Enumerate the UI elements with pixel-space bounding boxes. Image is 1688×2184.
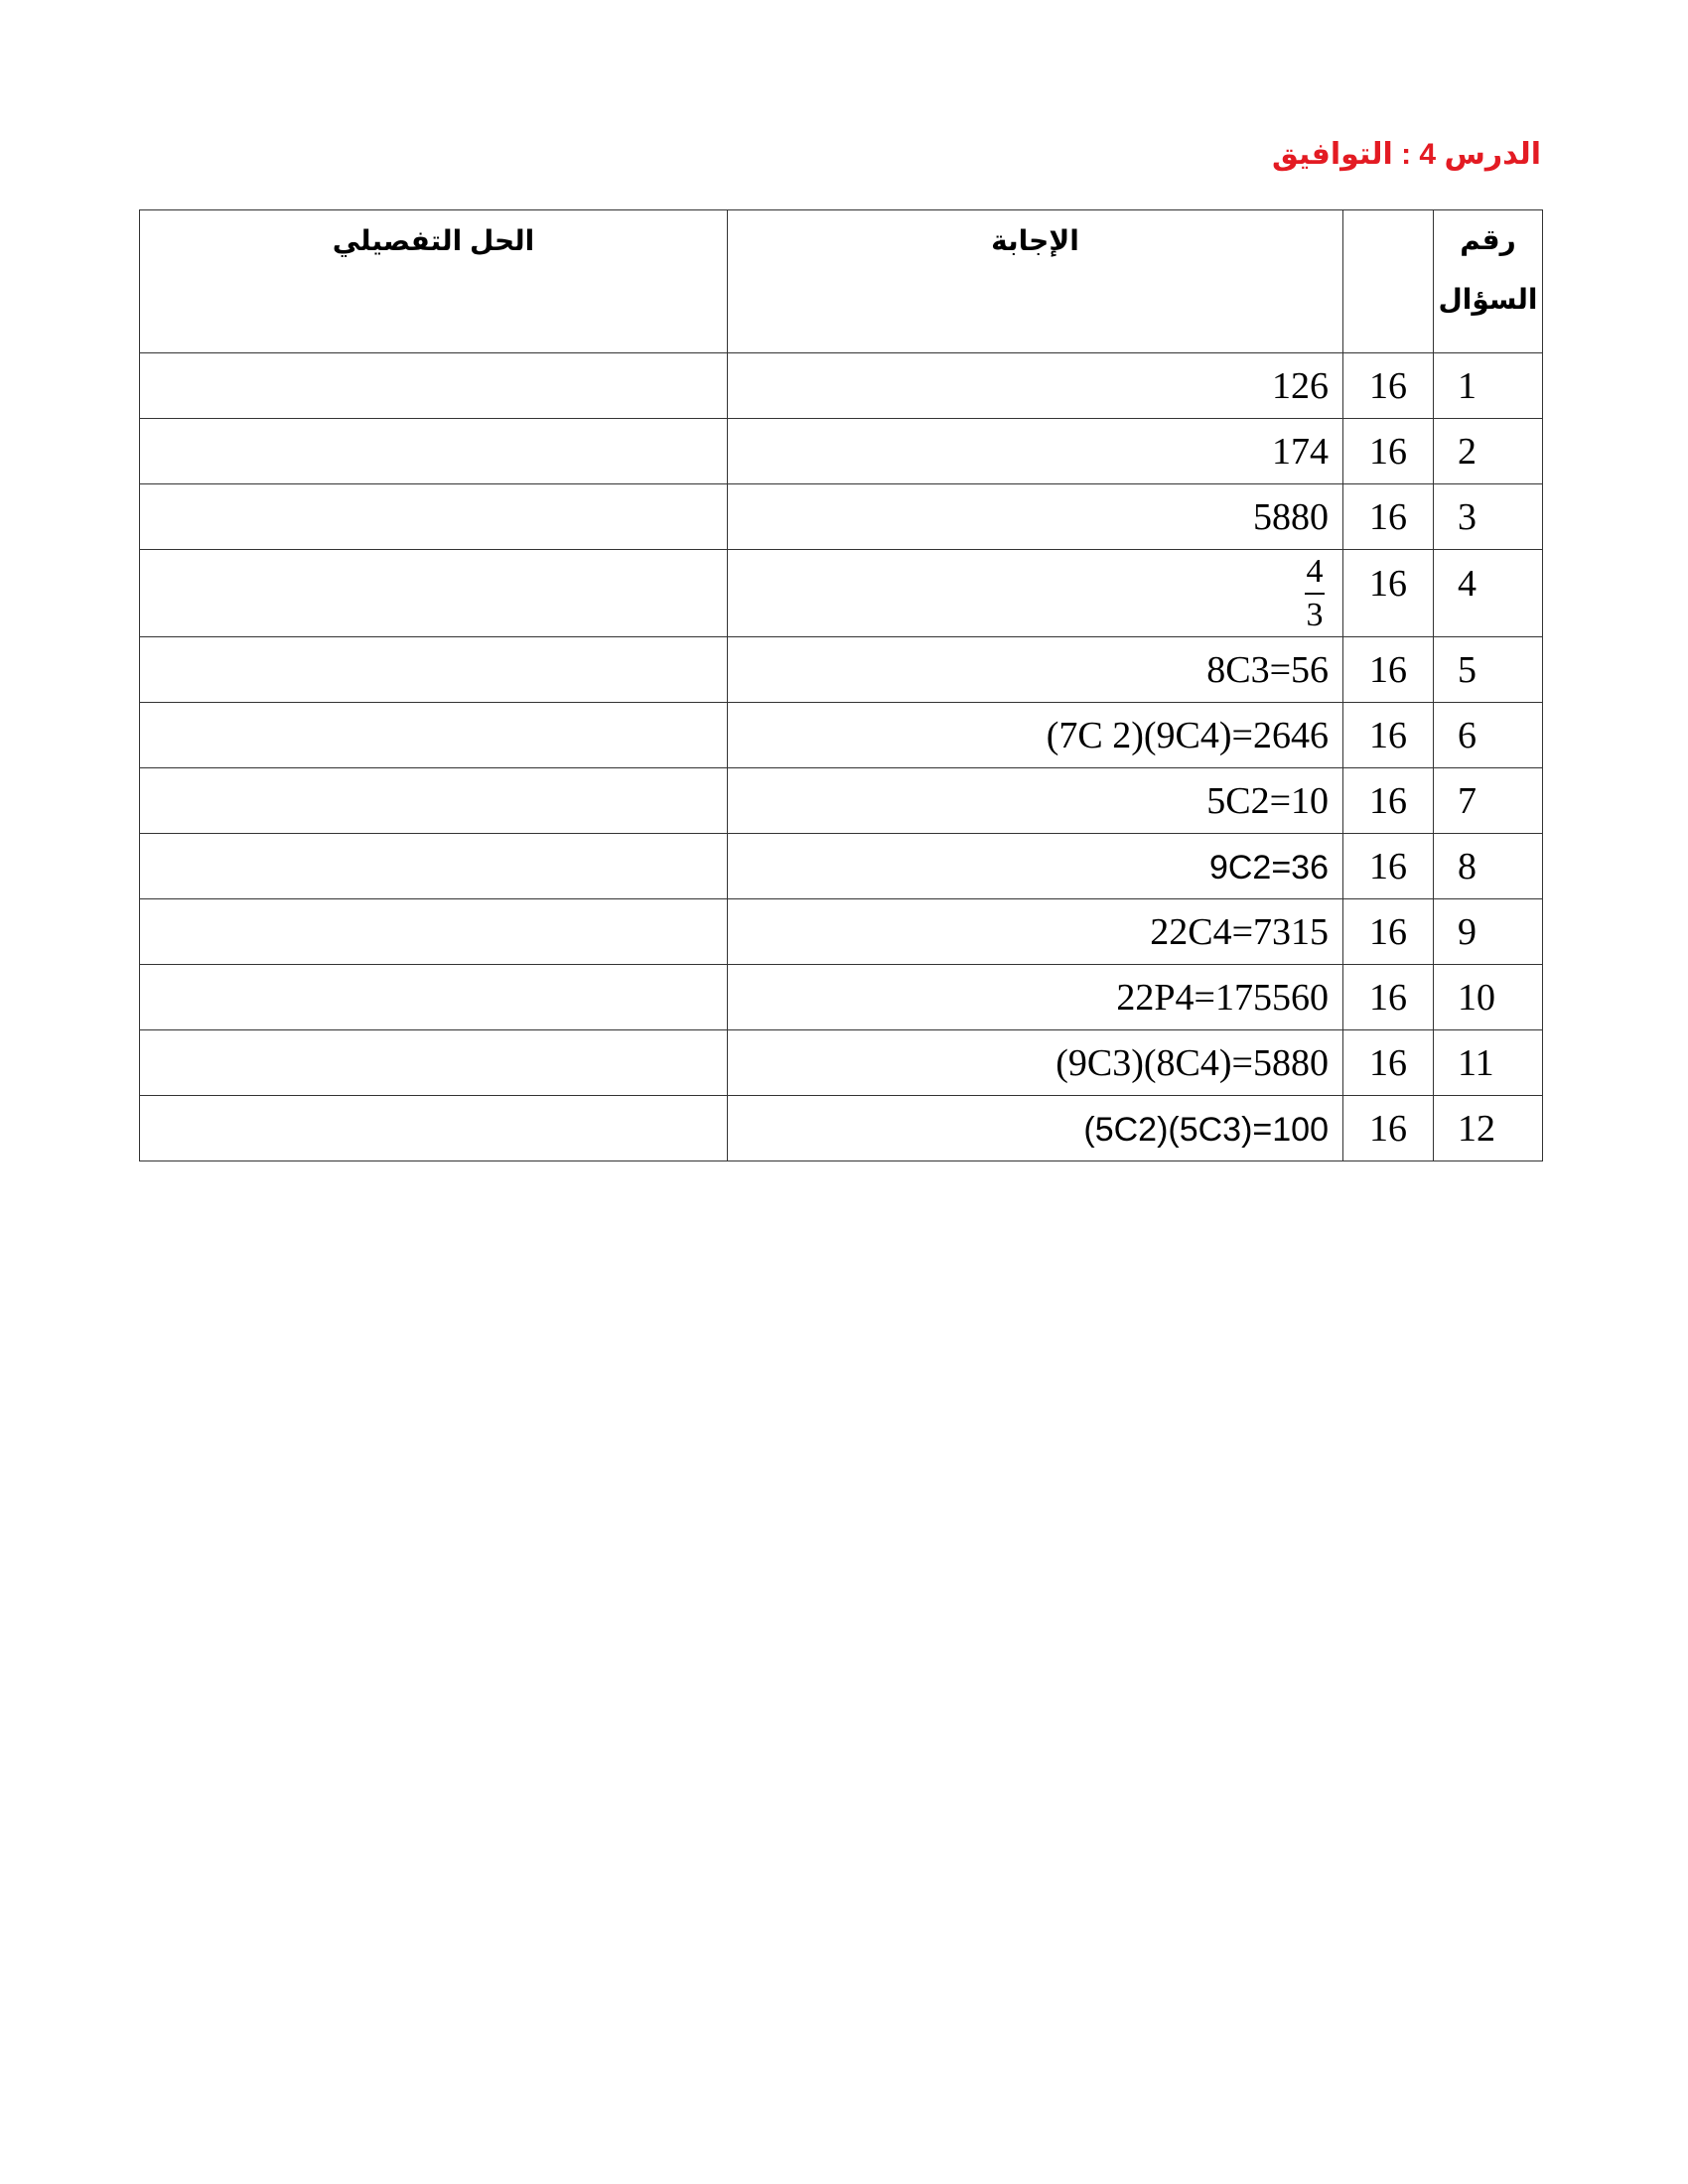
- question-number: 9: [1434, 899, 1543, 965]
- answer-cell: [728, 419, 1343, 484]
- question-points: 16: [1343, 834, 1434, 899]
- fraction-numerator: 4: [1306, 552, 1324, 590]
- solution-cell: [140, 353, 728, 419]
- solution-cell: [140, 965, 728, 1030]
- answer-cell: [728, 637, 1343, 703]
- solution-cell: [140, 1096, 728, 1161]
- answer-cell: [728, 353, 1343, 419]
- answer-value: 5C2=10: [1206, 779, 1329, 822]
- answer-cell: [728, 703, 1343, 768]
- question-number: 6: [1434, 703, 1543, 768]
- answer-fraction: [1305, 552, 1325, 633]
- question-points: 16: [1343, 703, 1434, 768]
- solution-cell: [140, 768, 728, 834]
- answer-cell: [728, 1096, 1343, 1161]
- answers-table: [139, 209, 1543, 1161]
- table-row: [140, 965, 1543, 1030]
- header-points: [1343, 210, 1434, 353]
- table-row: [140, 353, 1543, 419]
- solution-cell: [140, 419, 728, 484]
- answer-cell: [728, 768, 1343, 834]
- solution-cell: [140, 834, 728, 899]
- answer-value: (5C2)(5C3)=100: [1083, 1110, 1329, 1149]
- solution-cell: [140, 703, 728, 768]
- question-number: 10: [1434, 965, 1543, 1030]
- header-question-number: رقم السؤال: [1434, 210, 1543, 353]
- table-row: [140, 637, 1543, 703]
- answer-value: 126: [1272, 364, 1329, 407]
- solution-cell: [140, 550, 728, 637]
- header-detailed-solution: الحل التفصيلي: [140, 210, 728, 353]
- fraction-denominator: 3: [1306, 596, 1324, 633]
- header-answer: الإجابة: [728, 210, 1343, 353]
- question-points: 16: [1343, 419, 1434, 484]
- answer-value: 22P4=175560: [1116, 976, 1329, 1019]
- table-row: [140, 768, 1543, 834]
- table-row: [140, 703, 1543, 768]
- answer-cell: [728, 1030, 1343, 1096]
- answer-value: (7C 2)(9C4)=2646: [1046, 714, 1329, 756]
- table-row: [140, 899, 1543, 965]
- question-number: 4: [1434, 550, 1543, 637]
- question-points: 16: [1343, 353, 1434, 419]
- solution-cell: [140, 484, 728, 550]
- question-number: 3: [1434, 484, 1543, 550]
- answer-cell: [728, 834, 1343, 899]
- question-number: 11: [1434, 1030, 1543, 1096]
- solution-cell: [140, 899, 728, 965]
- answer-value: 22C4=7315: [1150, 910, 1329, 953]
- answer-value: (9C3)(8C4)=5880: [1055, 1041, 1329, 1084]
- table-row: [140, 834, 1543, 899]
- answer-value: 9C2=36: [1208, 848, 1329, 887]
- question-points: 16: [1343, 965, 1434, 1030]
- table-row: [140, 1096, 1543, 1161]
- question-points: 16: [1343, 899, 1434, 965]
- solution-cell: [140, 1030, 728, 1096]
- table-row: [140, 550, 1543, 637]
- answer-value: 8C3=56: [1206, 648, 1329, 691]
- answer-cell: [728, 899, 1343, 965]
- answer-cell: [728, 965, 1343, 1030]
- table-row: [140, 1030, 1543, 1096]
- question-points: 16: [1343, 484, 1434, 550]
- solution-cell: [140, 637, 728, 703]
- table-row: [140, 484, 1543, 550]
- page-title: الدرس 4 : التوافيق: [1271, 138, 1541, 171]
- answer-value: 174: [1272, 430, 1329, 473]
- question-number: 5: [1434, 637, 1543, 703]
- question-points: 16: [1343, 550, 1434, 637]
- answer-cell: [728, 484, 1343, 550]
- answer-value: 5880: [1253, 495, 1329, 538]
- question-points: 16: [1343, 768, 1434, 834]
- answer-cell: [728, 550, 1343, 637]
- question-number: 7: [1434, 768, 1543, 834]
- table-row: [140, 419, 1543, 484]
- question-number: 2: [1434, 419, 1543, 484]
- question-number: 1: [1434, 353, 1543, 419]
- table-header-row: [140, 210, 1543, 353]
- question-points: 16: [1343, 1030, 1434, 1096]
- question-number: 12: [1434, 1096, 1543, 1161]
- question-number: 8: [1434, 834, 1543, 899]
- question-points: 16: [1343, 637, 1434, 703]
- question-points: 16: [1343, 1096, 1434, 1161]
